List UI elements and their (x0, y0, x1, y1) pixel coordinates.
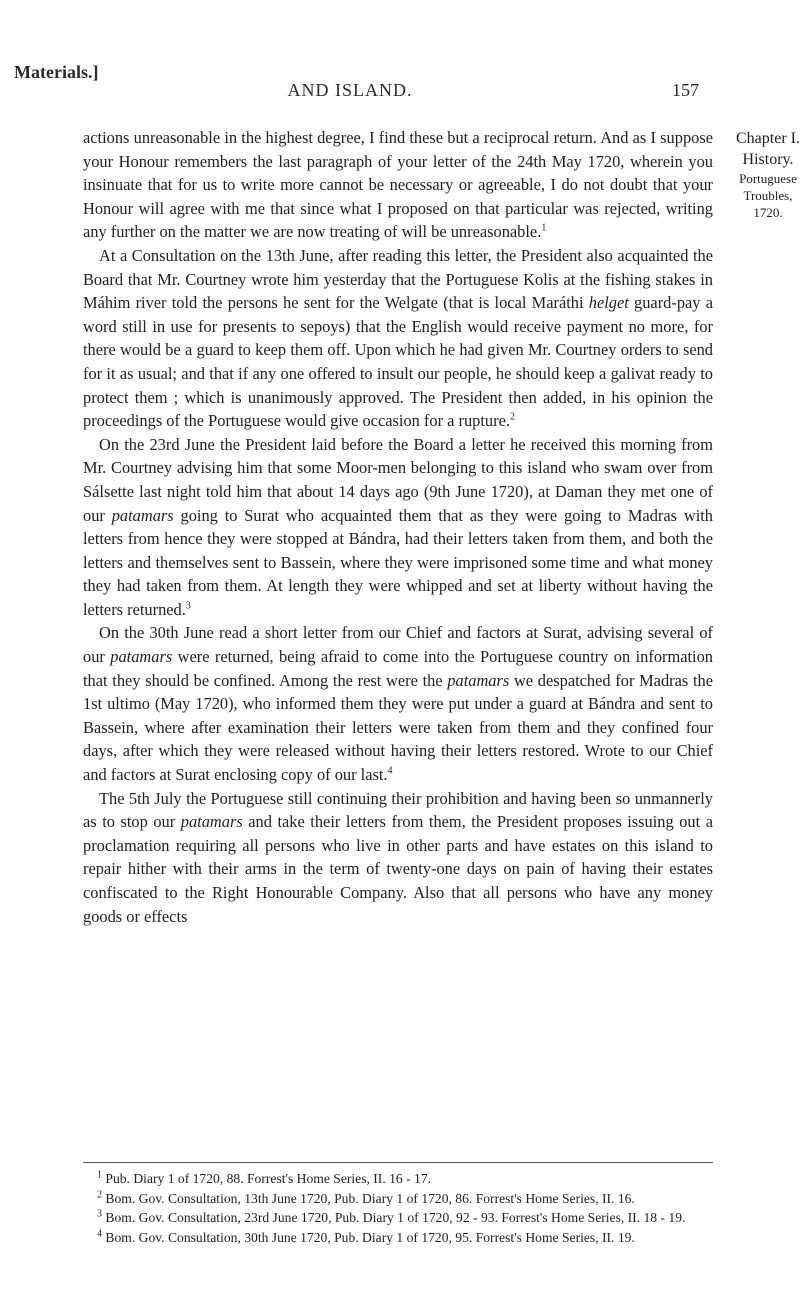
page-number: 157 (672, 80, 699, 100)
body-text (83, 126, 713, 928)
margin-year: 1720. (753, 205, 783, 220)
footnote-number: 2 (97, 1188, 102, 1200)
paragraph-text: The 5th July the Portuguese still continuing their prohibition and having been so unmannerly as to stop our (83, 788, 713, 832)
footnote-divider (83, 1162, 713, 1163)
margin-notes (733, 129, 800, 221)
footnotes (83, 1170, 713, 1248)
italic-term: patamars (180, 812, 243, 832)
paragraph-text: going to Surat who acquainted them that as they were going to Madras with letters from hence they were stopped at Bándra, had their letters taken from them, and both the letters and themselves sent to Bassein, where they were imprisoned some time and what money they had taken from them. At length they were whipped and set at liberty without having the letters returned. (83, 505, 714, 619)
paragraph-text: were returned, being afraid to come into the Portuguese country on information that they should be confined. Among the rest were the (83, 647, 713, 690)
paragraph-4 (83, 621, 713, 786)
footnote-text: Bom. Gov. Consultation, 23rd June 1720, Pub. Diary 1 of 1720, 92 - 93. Forrest's Home Series, II. 18 - 19. (105, 1210, 686, 1225)
paragraph-text: and take their letters from them, the President proposes issuing out a proclamation requiring all persons who live in other parts and have estates on this island to repair hither with their arms in the term of twenty-one days on pain of having their estates confiscated to the Right Honourable Company. Also that all persons who have any money goods or effects (83, 812, 714, 926)
footnote-text: Bom. Gov. Consultation, 13th June 1720, Pub. Diary 1 of 1720, 86. Forrest's Home Series, II. 16. (105, 1190, 635, 1206)
paragraph-5 (83, 787, 713, 929)
footnote-ref: 3 (185, 600, 191, 612)
margin-section: History. (742, 151, 794, 168)
footnote-text: Pub. Diary 1 of 1720, 88. Forrest's Home Series, II. 16 - 17. (105, 1171, 432, 1186)
running-head: AND ISLAND. (287, 80, 413, 100)
footnote-ref: 4 (387, 765, 393, 777)
footnote (83, 1209, 713, 1227)
margin-topic-line2: Troubles, (743, 188, 793, 203)
italic-term: patamars (447, 670, 510, 690)
paragraph-text: guard-pay a word still in use for presents to sepoys) that the English would receive payment no more, for there would be a guard to keep them off. Upon which he had given Mr. Courtney orders to send for it as usual; and that if any one offered to insult our people, he should keep a galivat ready to protect them ; which is unanimously approved. The President then added, in his opinion the proceedings of the Portuguese would give occasion for a rupture. (83, 293, 713, 431)
italic-term: patamars (111, 505, 174, 525)
paragraph-1 (83, 126, 713, 244)
footnote-ref: 2 (509, 411, 515, 423)
paragraph-text: actions unreasonable in the highest degree, I find these but a reciprocal return. And as I suppose your Honour remembers the last paragraph of your letter of the 24th May 1720, wherein you insinuate that for us to write more cannot be necessary or agreeable, I do not doubt that your Honour will agree with me that since what I proposed on that particular was rejected, writing any further on the matter we are now treating of will be unreasonable. (83, 128, 713, 242)
footnote-number: 1 (97, 1169, 102, 1181)
footnote-number: 4 (97, 1227, 102, 1239)
footnote (83, 1170, 713, 1188)
footnote-ref: 1 (541, 222, 547, 234)
italic-term: helget (588, 293, 629, 313)
paragraph-3 (83, 433, 713, 622)
paragraph-2 (83, 244, 713, 433)
paragraph-text: On the 23rd June the President laid before the Board a letter he received this morning from Mr. Courtney advising him that some Moor-men belonging to this island who swam over from Sálsette last night told him that about 14 days ago (9th June 1720), at Daman they met one of our (83, 434, 713, 525)
footnote-text: Bom. Gov. Consultation, 30th June 1720, Pub. Diary 1 of 1720, 95. Forrest's Home Series, II. 19. (105, 1229, 635, 1245)
footnote (83, 1229, 713, 1247)
materials-label: Materials.] (14, 62, 99, 82)
italic-term: patamars (110, 647, 173, 667)
paragraph-text: At a Consultation on the 13th June, after reading this letter, the President also acquainted the Board that Mr. Courtney wrote him yesterday that the Portuguese Kolis at the fishing stakes in Máhim river told the persons he sent for the Welgate (that is local Maráthi (83, 245, 713, 313)
margin-chapter: Chapter I. (736, 130, 800, 147)
footnote (83, 1190, 713, 1208)
margin-topic-line1: Portuguese (739, 171, 797, 186)
paragraph-text: we despatched for Madras the 1st ultimo (May 1720), who informed them they were put under a guard at Bándra and sent to Bassein, where after examination their letters were taken from them and they confined four days, after which they were released without having their letters restored. Wrote to our Chief and factors at Surat enclosing copy of our last. (83, 670, 713, 785)
paragraph-text: On the 30th June read a short letter from our Chief and factors at Surat, advising several of our (83, 623, 713, 667)
footnote-number: 3 (97, 1208, 102, 1220)
